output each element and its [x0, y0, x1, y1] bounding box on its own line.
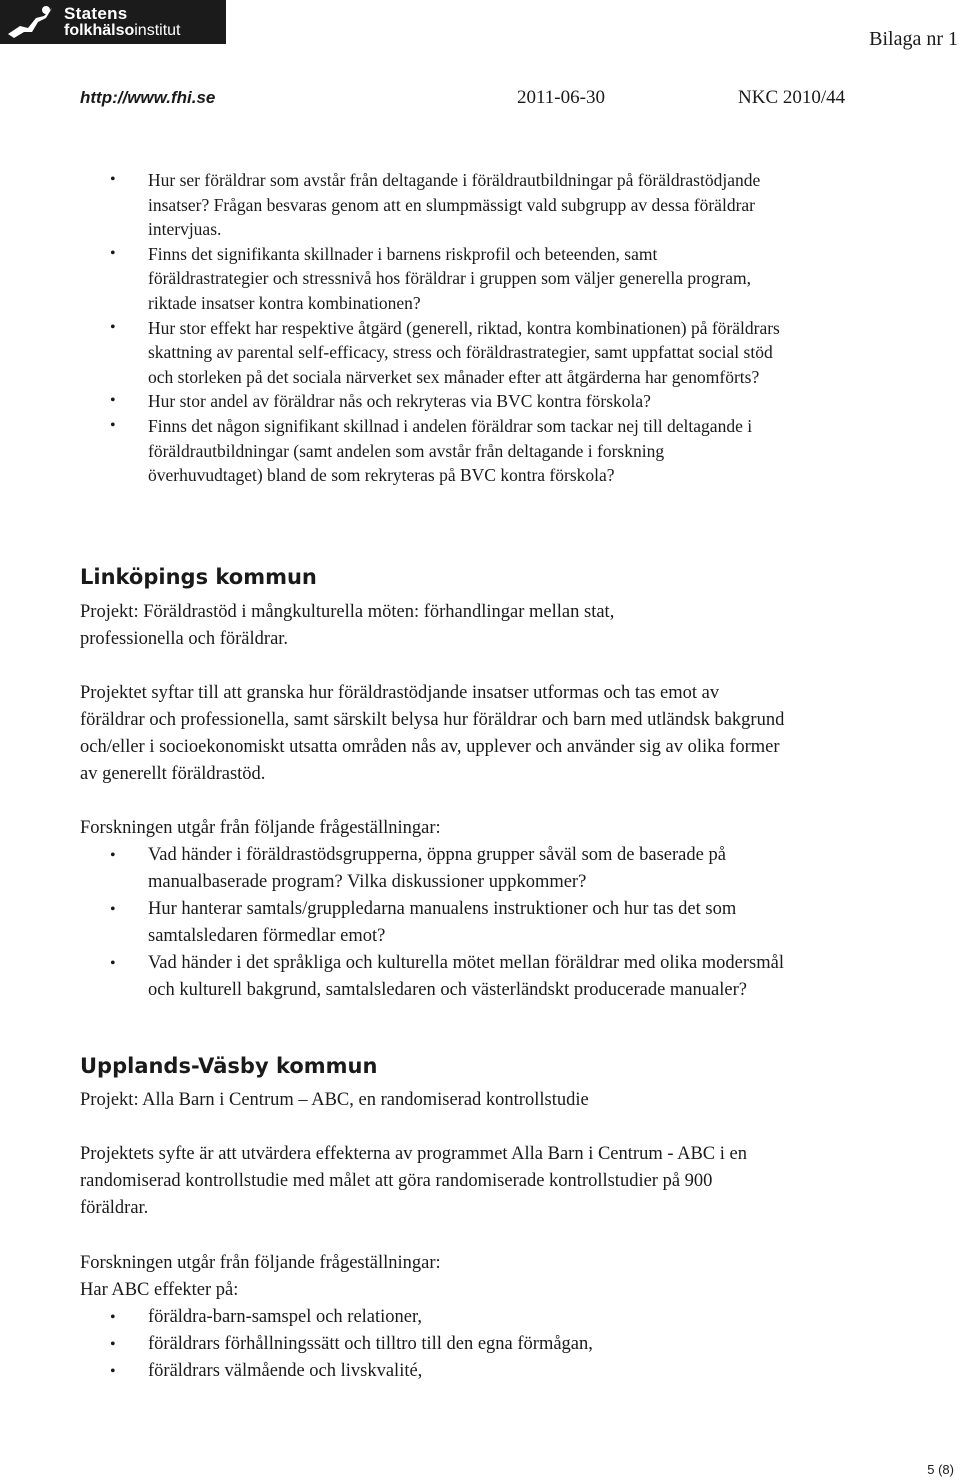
- logo-line-1: Statens: [64, 4, 128, 23]
- questions-list-linkoping-wrapper: [80, 842, 800, 1004]
- project-description-linkoping: Projektet syftar till att granska hur föräldrastödjande insatser utformas och tas emot av föräldrar och professionella, samt särskilt belysa hur föräldrar och barn med utländsk bakgrund och/eller i socioekonomiskt utsatta områden nås av, upplever och använder sig av olika former av generellt föräldrastöd.: [80, 683, 785, 784]
- project-title-linkoping: Projekt: Föräldrastöd i mångkulturella möten: förhandlingar mellan stat, professionella och föräldrar.: [80, 602, 615, 649]
- bullet-icon: •: [110, 955, 116, 972]
- list-item: • Vad händer i det språkliga och kulturella mötet mellan föräldrar med olika modersmål och kulturell bakgrund, samtalsledaren och västerländskt producerade manualer?: [80, 950, 800, 1004]
- bullet-icon: •: [110, 318, 116, 336]
- list-item: • Hur hanterar samtals/gruppledarna manualens instruktioner och hur tas det som samtalsledaren förmedlar emot?: [80, 896, 800, 950]
- website-link[interactable]: http://www.fhi.se: [80, 88, 216, 107]
- bullet-icon: •: [110, 901, 116, 918]
- research-questions-list: [80, 168, 780, 488]
- bullet-icon: •: [110, 1309, 116, 1326]
- bullet-icon: •: [110, 244, 116, 262]
- effects-intro-upplands: Har ABC effekter på:: [80, 1280, 239, 1300]
- annex-label: Bilaga nr 1: [869, 28, 958, 50]
- questions-intro-linkoping: Forskningen utgår från följande frågeställningar:: [80, 818, 441, 838]
- list-item: • Finns det signifikanta skillnader i barnens riskprofil och beteenden, samt föräldrastrategier och stressnivå hos föräldrar i gruppen som väljer generella program, riktade insatser kontra kombinationen?: [110, 243, 752, 313]
- list-item: • föräldrars förhållningssätt och tilltro till den egna förmågan,: [80, 1331, 800, 1358]
- bullet-icon: •: [110, 171, 116, 188]
- section-heading-upplands: Upplands-Väsby kommun: [80, 1054, 378, 1078]
- document-reference: NKC 2010/44: [738, 87, 846, 108]
- project-title-upplands: Projekt: Alla Barn i Centrum – ABC, en randomiserad kontrollstudie: [80, 1090, 589, 1110]
- section-heading-linkoping: Linköpings kommun: [80, 565, 317, 589]
- bullet-icon: •: [110, 416, 116, 434]
- runner-logo-icon: [6, 4, 56, 40]
- questions-list-linkoping: [80, 842, 800, 1004]
- bullet-icon: •: [110, 1336, 116, 1353]
- list-item: • Finns det någon signifikant skillnad i andelen föräldrar som tackar nej till deltagande i föräldrautbildningar (samt andelen som avstår från deltagande i forskning överhuvudtaget) bland de som rekryteras på BVC kontra förskola?: [110, 415, 753, 486]
- page-number: 5 (8): [927, 1462, 954, 1477]
- list-item: • Vad händer i föräldrastödsgrupperna, öppna grupper såväl som de baserade på manualbaserade program? Vilka diskussioner uppkommer?: [80, 842, 800, 896]
- effects-list-upplands-wrapper: [80, 1304, 800, 1385]
- logo-line-2-rest: institut: [134, 22, 181, 39]
- bullet-icon: •: [110, 847, 116, 864]
- bullet-icon: •: [110, 392, 116, 410]
- document-date: 2011-06-30: [517, 87, 605, 108]
- list-item: • Hur ser föräldrar som avstår från deltagande i föräldrautbildningar på föräldrastödjande insatser? Frågan besvaras genom att en slumpmässigt vald subgrupp av dessa föräldrar intervjuas.: [110, 170, 761, 240]
- logo-line-2-bold: folkhälso: [64, 22, 135, 39]
- list-item: • föräldra-barn-samspel och relationer,: [80, 1304, 800, 1331]
- effects-list-upplands: [80, 1304, 800, 1385]
- list-item: • Hur stor andel av föräldrar nås och rekryteras via BVC kontra förskola?: [80, 389, 780, 414]
- project-description-upplands: Projektets syfte är att utvärdera effekterna av programmet Alla Barn i Centrum - ABC i en randomiserad kontrollstudie med målet att göra randomiserade kontrollstudier på 900 föräldrar.: [80, 1144, 747, 1218]
- bullet-icon: •: [110, 1363, 116, 1380]
- list-item: • föräldrars välmående och livskvalité,: [80, 1358, 800, 1385]
- list-item: • Hur stor effekt har respektive åtgärd (generell, riktad, kontra kombinationen) på föräldrars skattning av parental self-efficacy, stress och föräldrastrategier, samt uppfattat social stöd och storleken på det sociala närverket sex månader efter att åtgärderna har genomförts?: [110, 317, 780, 387]
- questions-intro-upplands: Forskningen utgår från följande frågeställningar:: [80, 1253, 441, 1273]
- fhi-logo: [0, 0, 226, 44]
